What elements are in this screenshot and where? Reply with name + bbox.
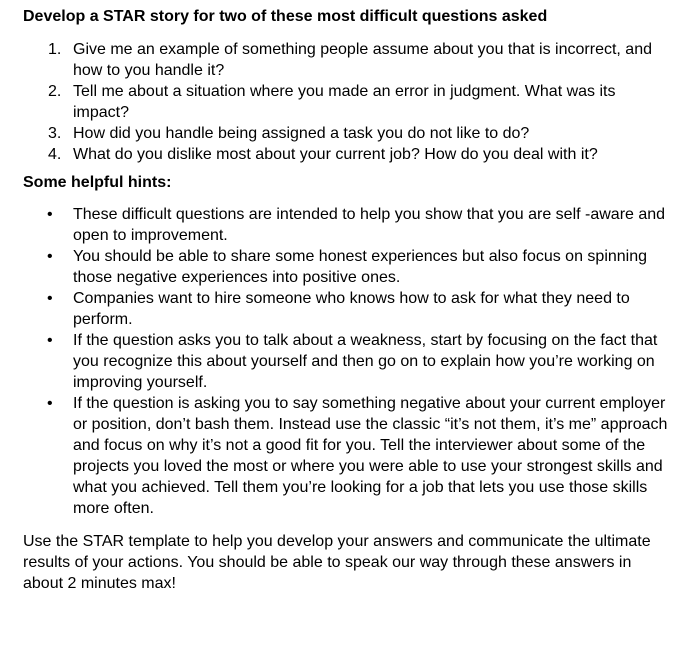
questions-list xyxy=(23,39,683,165)
hint-text: These difficult questions are intended to help you show that you are self -aware and open to improvement. xyxy=(73,206,666,244)
hint-text: Companies want to hire someone who knows how to ask for what they need to perform. xyxy=(73,290,630,328)
question-text: Give me an example of something people assume about you that is incorrect, and how to you handle it? xyxy=(73,41,652,79)
question-number: 3. xyxy=(48,125,62,142)
hint-text: You should be able to share some honest experiences but also focus on spinning those negative experiences into positive ones. xyxy=(73,248,648,286)
hints-heading: Some helpful hints: xyxy=(23,174,172,191)
section-heading: Develop a STAR story for two of these most difficult questions asked xyxy=(23,8,548,25)
hint-item xyxy=(23,246,683,288)
hint-item xyxy=(23,204,683,246)
question-number: 1. xyxy=(48,41,62,58)
bullet-icon: • xyxy=(47,248,53,265)
closing-paragraph: Use the STAR template to help you develop your answers and communicate the ultimate results of your actions. You should be able to speak our way through these answers in about 2 minutes max! xyxy=(23,533,651,592)
hint-item xyxy=(23,393,683,519)
bullet-icon: • xyxy=(47,395,53,412)
question-item xyxy=(23,39,668,81)
hint-item xyxy=(23,288,683,330)
question-item xyxy=(23,144,668,165)
hints-list xyxy=(23,204,683,519)
hint-item xyxy=(23,330,683,393)
bullet-icon: • xyxy=(47,332,53,349)
hint-text: If the question is asking you to say something negative about your current employer or position, don’t bash them. Instead use the classic “it’s not them, it’s me” approach and focus on why it’s not a good fit for you. Tell the interviewer about some of the projects you loved the most or where you were able to use your strongest skills and what you achieved. Tell them you’re looking for a job that lets you use those skills more often. xyxy=(73,395,668,517)
bullet-icon: • xyxy=(47,290,53,307)
question-text: What do you dislike most about your current job? How do you deal with it? xyxy=(73,146,598,163)
document-page xyxy=(23,6,683,594)
question-number: 2. xyxy=(48,83,62,100)
hint-text: If the question asks you to talk about a weakness, start by focusing on the fact that you recognize this about yourself and then go on to explain how you’re working on improving yourself. xyxy=(73,332,658,391)
question-text: How did you handle being assigned a task you do not like to do? xyxy=(73,125,530,142)
question-item xyxy=(23,123,668,144)
question-number: 4. xyxy=(48,146,62,163)
question-text: Tell me about a situation where you made an error in judgment. What was its impact? xyxy=(73,83,616,121)
question-item xyxy=(23,81,668,123)
bullet-icon: • xyxy=(47,206,53,223)
